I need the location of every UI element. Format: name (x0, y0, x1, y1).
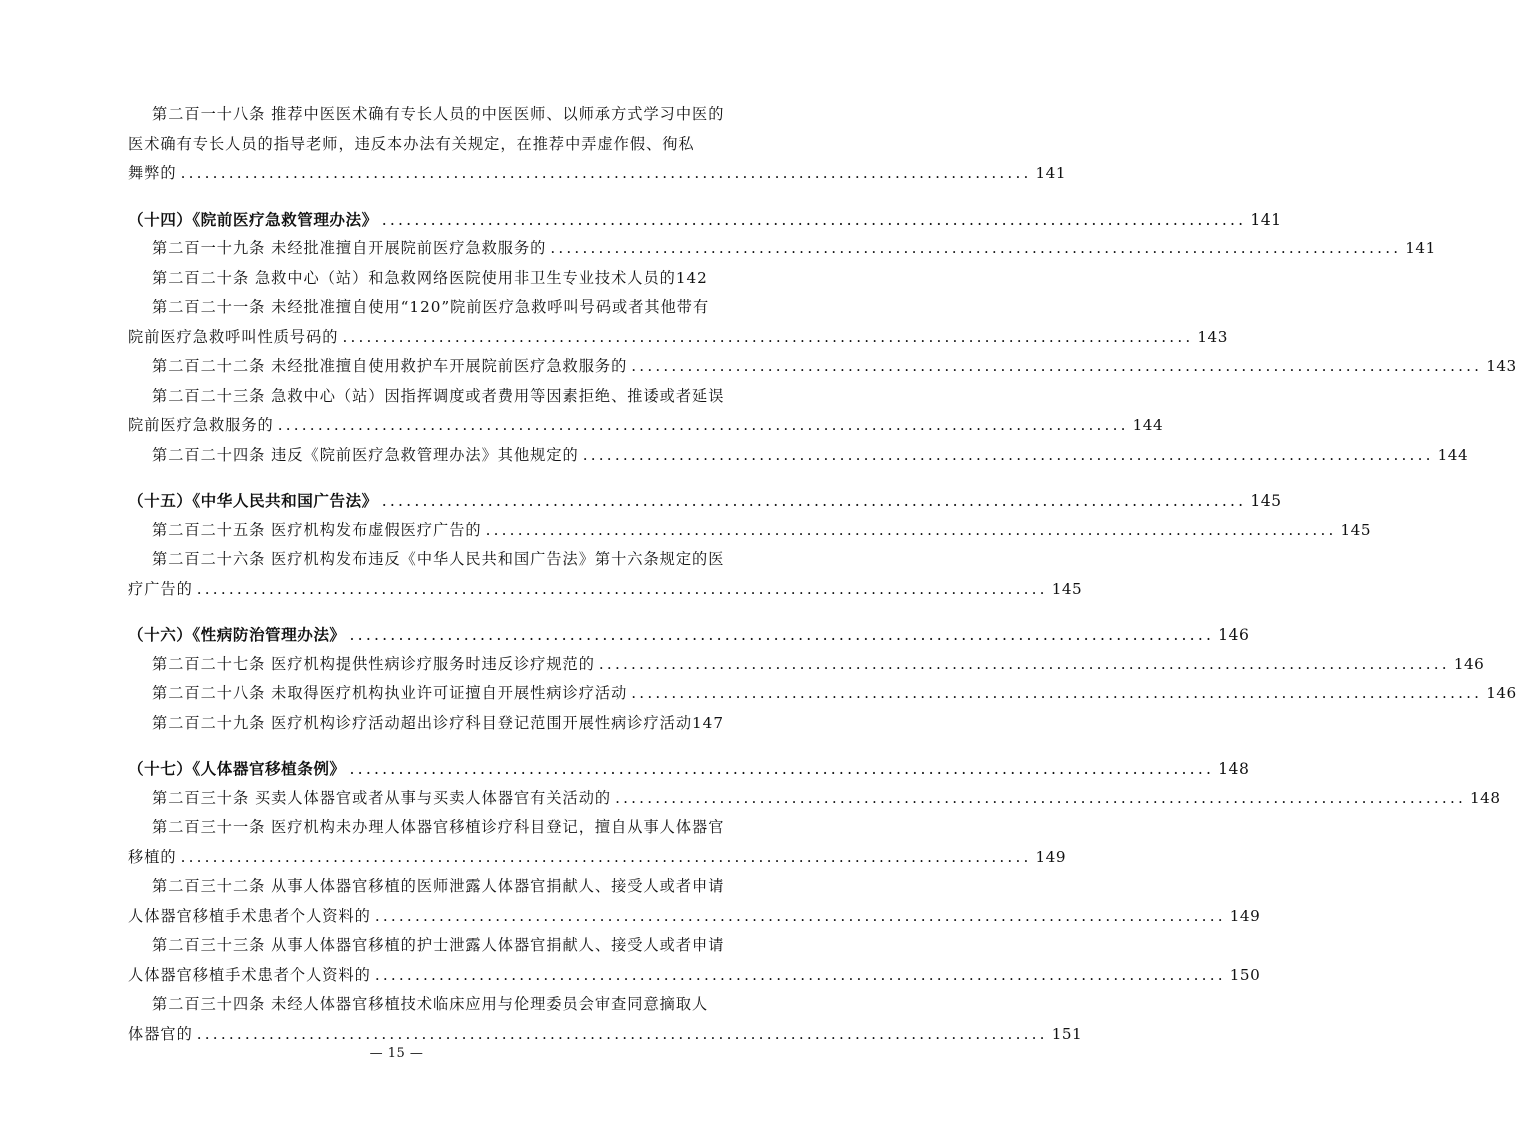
page-number-footer: — 15 — (369, 1046, 424, 1061)
leader-dots: .......................................................................................................... (631, 357, 1483, 375)
toc-page-number: 144 (1437, 445, 1469, 464)
toc-entry-text: 第二百二十八条 未取得医疗机构执业许可证擅自开展性病诊疗活动 (152, 684, 628, 702)
toc-page-number: 144 (1132, 416, 1164, 434)
toc-entry (128, 931, 725, 961)
section-gap (128, 189, 688, 205)
toc-entry-continuation (128, 323, 1228, 353)
toc-entry-continuation (128, 902, 1261, 932)
section-gap (128, 604, 688, 620)
leader-dots: .......................................................................................................... (349, 760, 1215, 778)
toc-page-number: 151 (1051, 1024, 1083, 1043)
section-gap (128, 738, 688, 754)
toc-page-number: 146 (1453, 654, 1485, 673)
toc-page-number: 145 (1051, 579, 1083, 598)
toc-entry (128, 813, 725, 843)
toc-section-heading (128, 620, 1250, 650)
toc-section-heading (128, 205, 1282, 235)
toc-entry-text: 医术确有专长人员的指导老师，违反本办法有关规定，在推荐中弄虚作假、徇私 (128, 134, 695, 153)
toc-entry-text: 第二百二十七条 医疗机构提供性病诊疗服务时违反诊疗规范的 (152, 654, 595, 673)
toc-entry-text: （十六）《性病防治管理办法》 (128, 625, 346, 644)
toc-entry-text: 第二百三十条 买卖人体器官或者从事与买卖人体器官有关活动的 (152, 788, 612, 807)
leader-dots: .......................................................................................................... (381, 210, 1247, 229)
toc-section-heading (128, 486, 1282, 516)
toc-page-number: 149 (1035, 847, 1066, 866)
toc-entry-continuation (128, 411, 1164, 441)
toc-entry-text: 第二百一十九条 未经批准擅自开展院前医疗急救服务的 (152, 239, 547, 257)
toc-entry-text: 第二百三十一条 医疗机构未办理人体器官移植诊疗科目登记，擅自从事人体器官 (152, 818, 725, 836)
leader-dots: .......................................................................................................... (180, 847, 1032, 866)
toc-entry-text: 院前医疗急救呼叫性质号码的 (128, 327, 339, 346)
toc-entry (128, 234, 1436, 264)
toc-entry (128, 709, 725, 739)
toc-entry (128, 293, 710, 323)
leader-dots: .......................................................................................................... (598, 654, 1450, 673)
section-gap (128, 470, 688, 486)
toc-entry-text: 第二百二十四条 违反《院前医疗急救管理办法》其他规定的 (152, 445, 579, 464)
toc-page-number: 145 (1250, 492, 1282, 510)
toc-entry-text: 第二百二十条 急救中心（站）和急救网络医院使用非卫生专业技术人员的142 (152, 268, 708, 287)
toc-entry-continuation (128, 1020, 1083, 1050)
toc-entry (128, 784, 1501, 814)
leader-dots: .......................................................................................................... (196, 579, 1048, 598)
leader-dots: .......................................................................................................... (615, 788, 1467, 807)
toc-entry-text: 第二百二十六条 医疗机构发布违反《中华人民共和国广告法》第十六条规定的医 (152, 550, 725, 568)
toc-entry-text: 舞弊的 (128, 164, 177, 182)
toc-entry-text: 第二百三十四条 未经人体器官移植技术临床应用与伦理委员会审查同意摘取人 (152, 995, 709, 1013)
toc-entry-continuation (128, 843, 1066, 873)
toc-entry-text: 疗广告的 (128, 579, 193, 598)
toc-entry-text: 移植的 (128, 847, 177, 866)
toc-entry-text: 第二百二十九条 医疗机构诊疗活动超出诊疗科目登记范围开展性病诊疗活动147 (152, 713, 725, 732)
toc-page-number: 143 (1197, 327, 1228, 346)
toc-page-number: 145 (1340, 520, 1372, 539)
toc-entry (128, 441, 1469, 471)
toc-entry (128, 100, 725, 130)
toc-page-number: 146 (1218, 626, 1250, 644)
leader-dots: .......................................................................................................... (374, 906, 1226, 925)
toc-entry (128, 990, 709, 1020)
leader-dots: .......................................................................................................... (196, 1024, 1048, 1043)
toc-entry-text: （十四）《院前医疗急救管理办法》 (128, 209, 378, 229)
table-of-contents (128, 100, 1517, 1049)
toc-entry-text: （十五）《中华人民共和国广告法》 (128, 491, 378, 510)
toc-entry-continuation (128, 130, 695, 160)
leader-dots: .......................................................................................................... (349, 626, 1215, 644)
toc-entry-continuation (128, 575, 1083, 605)
toc-entry-text: 第二百二十一条 未经批准擅自使用“120”院前医疗急救呼叫号码或者其他带有 (152, 298, 710, 316)
toc-entry-continuation (128, 961, 1261, 991)
leader-dots: .......................................................................................................... (485, 520, 1337, 539)
toc-entry (128, 650, 1485, 680)
toc-entry-text: 第二百二十三条 急救中心（站）因指挥调度或者费用等因素拒绝、推诿或者延误 (152, 386, 725, 405)
leader-dots: .......................................................................................................... (582, 445, 1434, 464)
toc-entry-text: 人体器官移植手术患者个人资料的 (128, 965, 371, 984)
toc-page-number: 146 (1486, 684, 1517, 702)
leader-dots: .......................................................................................................... (277, 416, 1129, 434)
toc-entry-text: 第二百二十五条 医疗机构发布虚假医疗广告的 (152, 520, 482, 539)
toc-page-number: 149 (1229, 906, 1261, 925)
toc-entry-text: 第二百三十三条 从事人体器官移植的护士泄露人体器官捐献人、接受人或者申请 (152, 936, 725, 954)
toc-section-heading (128, 754, 1250, 784)
toc-page-number: 148 (1470, 788, 1501, 807)
leader-dots: .......................................................................................................... (381, 492, 1247, 510)
toc-page-number: 141 (1250, 210, 1282, 229)
toc-entry-text: 体器官的 (128, 1024, 193, 1043)
toc-entry-text: （十七）《人体器官移植条例》 (128, 759, 346, 778)
toc-page-number: 143 (1486, 357, 1517, 375)
toc-page-number: 141 (1035, 164, 1066, 182)
toc-entry (128, 545, 725, 575)
leader-dots: .......................................................................................................... (180, 164, 1032, 182)
toc-entry (128, 872, 725, 902)
toc-entry (128, 382, 725, 412)
toc-page-number: 148 (1218, 760, 1250, 778)
toc-entry (128, 352, 1517, 382)
toc-entry-text: 院前医疗急救服务的 (128, 416, 274, 434)
toc-entry (128, 679, 1517, 709)
toc-entry (128, 264, 708, 294)
toc-entry-text: 第二百三十二条 从事人体器官移植的医师泄露人体器官捐献人、接受人或者申请 (152, 877, 725, 895)
toc-page-number: 150 (1229, 965, 1261, 984)
leader-dots: .......................................................................................................... (550, 239, 1402, 257)
toc-entry-text: 第二百二十二条 未经批准擅自使用救护车开展院前医疗急救服务的 (152, 357, 628, 375)
leader-dots: .......................................................................................................... (631, 684, 1483, 702)
leader-dots: .......................................................................................................... (342, 327, 1194, 346)
leader-dots: .......................................................................................................... (374, 965, 1226, 984)
toc-entry-continuation (128, 159, 1066, 189)
toc-page-number: 141 (1405, 239, 1436, 257)
toc-entry (128, 516, 1372, 546)
toc-entry-text: 第二百一十八条 推荐中医医术确有专长人员的中医医师、以师承方式学习中医的 (152, 105, 725, 123)
toc-entry-text: 人体器官移植手术患者个人资料的 (128, 906, 371, 925)
